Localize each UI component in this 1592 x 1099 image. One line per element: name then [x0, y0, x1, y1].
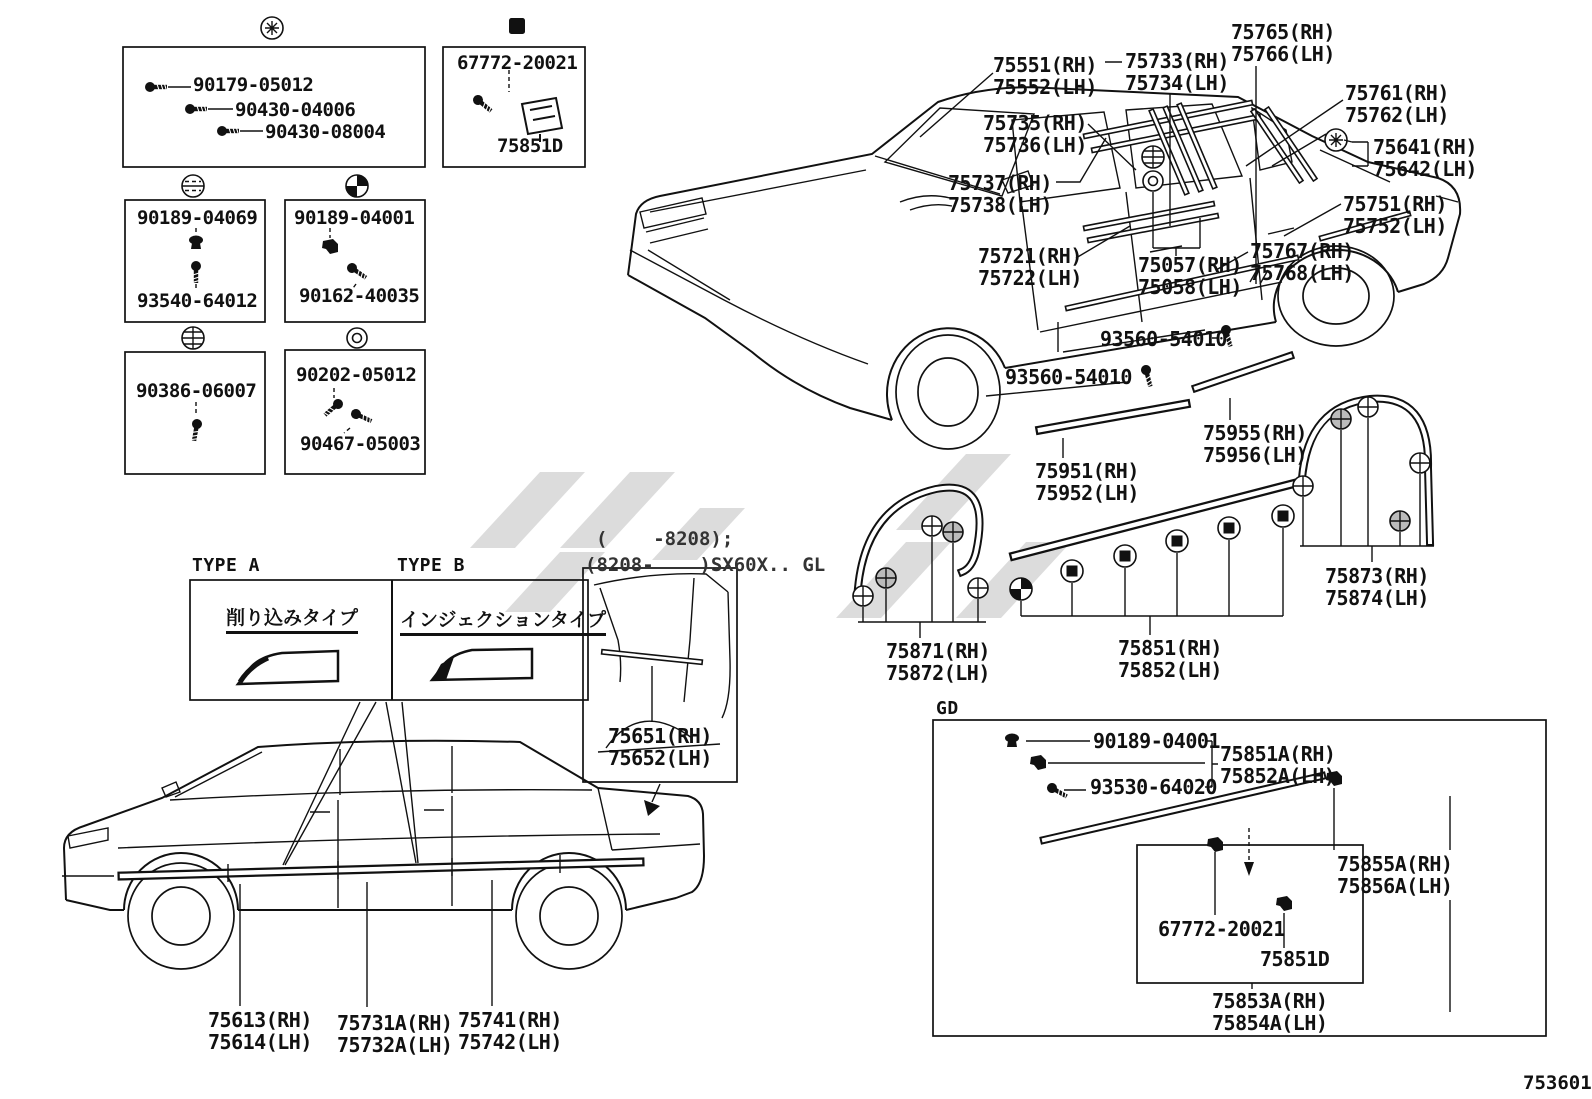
circle-grid-icon	[182, 327, 204, 349]
part-label-75731A	[337, 1012, 452, 1056]
part-number: 90430-08004	[265, 121, 386, 143]
circled-asterisk-icon	[261, 17, 283, 39]
type-a-caption: 削り込みタイプ	[226, 608, 358, 634]
part-label-93560-upper	[1100, 328, 1227, 350]
part-number: 93530-64020	[1090, 775, 1217, 799]
part-number: 75761(RH)	[1345, 81, 1449, 105]
part-label-75651	[608, 725, 712, 769]
double-circle-icon	[1143, 171, 1163, 191]
part-label-75737	[948, 172, 1052, 216]
part-number: 75733(RH)	[1125, 49, 1229, 73]
part-label-90467-05003	[300, 434, 420, 455]
clip-icon	[322, 239, 338, 254]
part-label-75853A	[1212, 990, 1327, 1034]
part-label-75851	[1118, 637, 1222, 681]
part-number: 75956(LH)	[1203, 443, 1307, 467]
clip-symbol-icon	[1061, 560, 1083, 582]
screw-icon	[349, 407, 373, 425]
circle-half-icon	[182, 175, 204, 197]
part-number: 67772-20021	[457, 52, 578, 74]
part-number: 75732A(LH)	[337, 1033, 453, 1057]
clip-symbol-icon	[1218, 517, 1240, 539]
part-label-90430-04006	[235, 100, 355, 121]
part-number: 75872(LH)	[886, 661, 990, 685]
screw-icon	[1045, 781, 1069, 801]
circled-asterisk-icon	[1325, 129, 1347, 151]
part-label-75767	[1250, 240, 1354, 284]
part-number: 75734(LH)	[1125, 71, 1229, 95]
grommet-icon	[189, 236, 203, 250]
part-label-75551	[993, 54, 1097, 98]
part-number: 75721(RH)	[978, 244, 1082, 268]
part-number: 75738(LH)	[948, 193, 1052, 217]
part-number: 75765(RH)	[1231, 20, 1335, 44]
part-label-75851D-gd	[1260, 948, 1329, 970]
part-label-90162-40035	[299, 286, 419, 307]
part-number: 90189-04001	[1093, 729, 1220, 753]
applicability-line-1: ( -8208);	[596, 528, 734, 550]
circle-grid-icon	[1142, 146, 1164, 168]
double-circle-icon	[347, 328, 367, 348]
part-label-90179-05012	[193, 75, 313, 96]
page-code: 753601	[1523, 1072, 1592, 1094]
part-number: 75854A(LH)	[1212, 1011, 1328, 1035]
part-label-75851D	[497, 136, 563, 157]
type-b-caption: インジェクションタイプ	[400, 610, 606, 636]
part-number: 75871(RH)	[886, 639, 990, 663]
part-label-67772-20021	[457, 53, 577, 74]
part-number: 75873(RH)	[1325, 564, 1429, 588]
part-label-75761	[1345, 82, 1449, 126]
part-number: 67772-20021	[1158, 917, 1285, 941]
part-number: 75874(LH)	[1325, 586, 1429, 610]
gd-section-title: GD	[936, 698, 959, 719]
part-label-75765	[1231, 21, 1335, 65]
part-number: 75855A(RH)	[1337, 852, 1453, 876]
crosshair-icon	[1331, 409, 1351, 429]
crosshair-icon	[853, 586, 873, 606]
part-label-90386-06007	[136, 381, 256, 402]
part-number: 93560-54010	[1005, 365, 1132, 389]
part-number: 75852(LH)	[1118, 658, 1222, 682]
fastener-box-5	[125, 352, 265, 474]
part-number: 75057(RH)	[1138, 253, 1242, 277]
part-label-90202-05012	[296, 365, 416, 386]
part-number: 75851D	[497, 135, 563, 157]
clip-symbol-icon	[1166, 530, 1188, 552]
part-number: 75955(RH)	[1203, 421, 1307, 445]
part-label-93540-64012	[137, 291, 257, 312]
part-number: 75852A(LH)	[1220, 764, 1336, 788]
circle-quadrant-icon	[346, 175, 368, 197]
part-number: 75058(LH)	[1138, 275, 1242, 299]
part-number: 90430-04006	[235, 99, 356, 121]
part-number: 93540-64012	[137, 290, 258, 312]
part-number: 75731A(RH)	[337, 1011, 453, 1035]
part-number: 75951(RH)	[1035, 459, 1139, 483]
screw-icon	[189, 418, 203, 441]
part-label-75851A	[1220, 743, 1335, 787]
part-label-75855A	[1337, 853, 1452, 897]
part-number: 75767(RH)	[1250, 239, 1354, 263]
part-label-75721	[978, 245, 1082, 289]
crosshair-icon	[943, 522, 963, 542]
part-label-75873	[1325, 565, 1429, 609]
part-number: 75851A(RH)	[1220, 742, 1336, 766]
crosshair-icon	[876, 568, 896, 588]
part-number: 75853A(RH)	[1212, 989, 1328, 1013]
applicability-line-2: (8208- )SX60X.. GL	[585, 554, 826, 576]
grommet-icon	[1005, 734, 1019, 748]
part-number: 93560-54010	[1100, 327, 1227, 351]
part-number: 75641(RH)	[1373, 135, 1477, 159]
part-label-75613	[208, 1009, 312, 1053]
part-number: 75652(LH)	[608, 746, 712, 770]
screw-icon	[191, 261, 201, 283]
clip-icon	[1276, 896, 1292, 911]
part-label-67772-20021-gd	[1158, 918, 1285, 940]
part-label-75741	[458, 1009, 562, 1053]
screw-icon	[145, 82, 167, 92]
part-number: 75614(LH)	[208, 1030, 312, 1054]
part-label-90430-08004	[265, 122, 385, 143]
crosshair-icon	[1390, 511, 1410, 531]
part-label-93560-lower	[1005, 366, 1132, 388]
part-number: 75613(RH)	[208, 1008, 312, 1032]
clip-icon	[1207, 837, 1223, 852]
part-number: 75952(LH)	[1035, 481, 1139, 505]
part-number: 90386-06007	[136, 380, 257, 402]
crosshair-icon	[1358, 397, 1378, 417]
filled-square-icon	[509, 18, 525, 34]
part-number: 75856A(LH)	[1337, 874, 1453, 898]
type-b-label: TYPE B	[397, 555, 466, 576]
crosshair-icon	[968, 578, 988, 598]
part-label-75871	[886, 640, 990, 684]
part-label-75057	[1138, 254, 1242, 298]
part-label-75735	[983, 112, 1087, 156]
screw-icon	[1140, 364, 1155, 388]
part-number: 75642(LH)	[1373, 157, 1477, 181]
part-label-75955	[1203, 422, 1307, 466]
crosshair-icon	[1410, 453, 1430, 473]
part-number: 75741(RH)	[458, 1008, 562, 1032]
part-number: 75736(LH)	[983, 133, 1087, 157]
part-number: 90189-04001	[294, 207, 415, 229]
part-label-75733	[1125, 50, 1229, 94]
part-number: 75766(LH)	[1231, 42, 1335, 66]
part-label-75641	[1373, 136, 1477, 180]
circle-quadrant-icon	[1010, 578, 1032, 600]
screw-icon	[471, 93, 494, 115]
part-number: 75851D	[1260, 947, 1330, 971]
crosshair-icon	[922, 516, 942, 536]
part-number: 75742(LH)	[458, 1030, 562, 1054]
part-number: 75851(RH)	[1118, 636, 1222, 660]
screw-icon	[322, 397, 345, 419]
crosshair-icon	[1293, 476, 1313, 496]
part-number: 75768(LH)	[1250, 261, 1354, 285]
clip-symbol-icon	[1272, 505, 1294, 527]
part-number: 90467-05003	[300, 433, 421, 455]
part-number: 75737(RH)	[948, 171, 1052, 195]
part-label-90189-04001	[294, 208, 414, 229]
part-number: 90189-04069	[137, 207, 258, 229]
screw-icon	[185, 104, 207, 114]
part-number: 75651(RH)	[608, 724, 712, 748]
part-number: 90162-40035	[299, 285, 420, 307]
quarter-panel-box	[583, 568, 737, 816]
part-label-93530-64020	[1090, 776, 1217, 798]
part-number: 75751(RH)	[1343, 192, 1447, 216]
part-number: 75735(RH)	[983, 111, 1087, 135]
screw-icon	[345, 261, 369, 282]
part-label-90189-04069	[137, 208, 257, 229]
screw-icon	[217, 126, 239, 136]
part-label-75751	[1343, 193, 1447, 237]
part-label-90189-04001-gd	[1093, 730, 1220, 752]
part-number: 90202-05012	[296, 364, 417, 386]
part-number: 75722(LH)	[978, 266, 1082, 290]
part-number: 75762(LH)	[1345, 103, 1449, 127]
type-a-label: TYPE A	[192, 555, 261, 576]
part-number: 75551(RH)	[993, 53, 1097, 77]
part-label-75951	[1035, 460, 1139, 504]
part-number: 90179-05012	[193, 74, 314, 96]
clip-icon	[1030, 755, 1046, 770]
part-number: 75752(LH)	[1343, 214, 1447, 238]
car-side-view	[62, 741, 704, 969]
part-number: 75552(LH)	[993, 75, 1097, 99]
clip-symbol-icon	[1114, 545, 1136, 567]
